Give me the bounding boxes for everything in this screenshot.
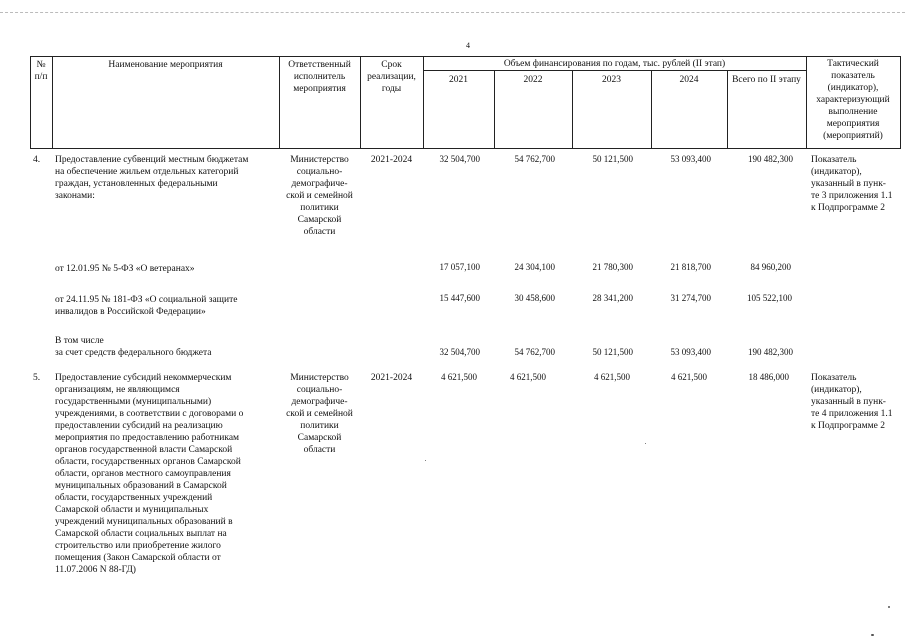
scan-speck [645,443,646,444]
row-5-name-line-5: предоставлении субсидий на реализацию [55,421,223,431]
row-4c-name-line-1: В том числе [55,336,104,346]
row-4-value-2021: 32 504,700 [439,154,480,164]
row-4b-value-2022: 30 458,600 [514,293,555,303]
row-5-name-line-6: мероприятия по предоставлению работникам [55,433,240,443]
row-5-executor-line-1: Министерство [290,373,349,383]
header-indicator-line-2: показатель [831,71,875,81]
header-year-2024: 2024 [679,75,699,85]
row-5-name-line-2: организациям, не являющимся [55,385,180,395]
row-4-executor-line-2: социально- [296,167,343,177]
row-5-name-line-13: учреждений муниципальных образований в [55,517,233,527]
row-5-indicator-line-3: указанный в пунк- [811,397,886,407]
header-indicator-line-1: Тактический [827,59,879,69]
row-5-value-2024: 4 621,500 [671,372,707,382]
row-4a-value-2021: 17 057,100 [439,262,480,272]
row-5-name-line-4: учреждениями, в соответствии с договорами о [55,409,244,419]
row-5-name-line-1: Предоставление субсидий некоммерческим [55,373,232,383]
row-4-indicator-line-1: Показатель [811,155,857,165]
row-4-name-line-3: граждан, установленных федеральными [55,179,218,189]
row-5-executor-line-5: политики [300,421,339,431]
row-5-executor-line-4: ской и семейной [286,409,353,419]
header-executor-line-2: исполнитель [293,72,346,82]
row-5-value-2021: 4 621,500 [441,372,477,382]
row-4-executor-line-7: области [303,227,336,237]
row-4-indicator-line-2: (индикатор), [811,167,862,177]
row-5-name-line-3: государственными (муниципальными) [55,397,212,407]
header-indicator-line-6: мероприятия [826,119,880,129]
row-4c-value-total: 190 482,300 [748,347,793,357]
header-year-2022: 2022 [523,75,543,85]
row-4-number: 4. [33,155,41,165]
row-4c-value-2024: 53 093,400 [670,347,711,357]
row-5-name-line-7: органов государственной власти Самарской [55,445,233,455]
row-5-name-line-12: Самарской области и муниципальных [55,505,209,515]
header-executor-line-3: мероприятия [293,84,346,94]
header-year-2023: 2023 [602,75,621,85]
header-year-2021: 2021 [449,75,468,85]
row-5-name-line-16: помещения (Закон Самарской области от [55,553,221,563]
row-4c-value-2023: 50 121,500 [592,347,633,357]
row-4-indicator-line-3: указанный в пунк- [811,179,886,189]
header-term-line-2: реализации, [367,72,416,82]
row-4c-value-2021: 32 504,700 [439,347,480,357]
row-5-indicator-line-4: те 4 приложения 1.1 [811,409,893,419]
row-4a-value-2024: 21 818,700 [670,262,711,272]
row-4-value-total: 190 482,300 [748,154,793,164]
row-4-value-2022: 54 762,700 [514,154,555,164]
row-5-name-line-15: строительство или приобретение жилого [55,541,221,551]
row-4-executor-line-1: Министерство [290,155,349,165]
row-5-executor-line-7: области [303,445,336,455]
header-indicator-line-4: характеризующий [816,95,890,105]
row-5-name-line-17: 11.07.2006 N 88-ГД) [55,565,136,575]
row-4c-name-line-2: за счет средств федерального бюджета [55,348,212,358]
scan-speck [888,606,890,608]
row-5-value-2023: 4 621,500 [594,372,630,382]
scan-speck [871,634,874,636]
row-5-indicator-line-2: (индикатор), [811,385,862,395]
row-5-name-line-9: области, органов местного самоуправления [55,469,231,479]
row-4b-value-2024: 31 274,700 [670,293,711,303]
scan-edge-line [0,12,905,13]
scan-speck [425,460,426,461]
row-5-name-line-8: области, государственных органов Самарской [55,457,241,467]
row-4b-name-line-1: от 24.11.95 № 181-ФЗ «О социальной защите [55,295,238,305]
row-4a-name: от 12.01.95 № 5-ФЗ «О ветеранах» [55,264,195,274]
row-4-indicator-line-5: к Подпрограмме 2 [811,203,885,213]
header-executor-line-1: Ответственный [288,60,351,70]
header-term-line-1: Срок [381,60,402,70]
header-funding-title: Объем финансирования по годам, тыс. рублей (II этап) [503,59,726,69]
row-5-value-2022: 4 621,500 [510,372,546,382]
row-5-name-line-10: муниципальных образований в Самарской [55,481,227,491]
row-4-executor-line-3: демографиче- [291,179,348,189]
header-num-line-2: п/п [34,72,48,82]
row-4-name-line-4: законами: [55,191,95,201]
row-4b-value-2023: 28 341,200 [592,293,633,303]
row-4c-value-2022: 54 762,700 [514,347,555,357]
row-4a-value-total: 84 960,200 [750,262,791,272]
row-5-indicator-line-5: к Подпрограмме 2 [811,421,885,431]
row-5-indicator-line-1: Показатель [811,373,857,383]
page-number: 4 [466,41,470,50]
row-4-indicator-line-4: те 3 приложения 1.1 [811,191,893,201]
header-total: Всего по II этапу [732,75,801,85]
header-indicator-line-7: (мероприятий) [823,131,883,141]
row-5-executor-line-2: социально- [296,385,343,395]
row-4-executor-line-4: ской и семейной [286,191,353,201]
row-4b-value-2021: 15 447,600 [439,293,480,303]
row-4-name-line-1: Предоставление субвенций местным бюджетам [55,155,249,165]
header-indicator-line-5: выполнение [828,107,878,117]
row-5-executor-line-6: Самарской [297,433,342,443]
row-5-name-line-14: Самарской области социальных выплат на [55,529,227,539]
header-indicator-line-3: (индикатор), [827,83,879,93]
row-4-executor-line-5: политики [300,203,339,213]
row-4b-value-total: 105 522,100 [747,293,792,303]
row-4a-value-2022: 24 304,100 [514,262,555,272]
row-5-executor-line-3: демографиче- [291,397,348,407]
header-term-line-3: годы [381,84,402,94]
row-4-executor-line-6: Самарской [297,215,342,225]
row-5-name-line-11: области, государственных учреждений [55,493,213,503]
row-4-term: 2021-2024 [370,155,413,165]
row-4-value-2024: 53 093,400 [670,154,711,164]
row-4b-name-line-2: инвалидов в Российской Федерации» [55,307,206,317]
row-4a-value-2023: 21 780,300 [592,262,633,272]
row-4-name-line-2: на обеспечение жильем отдельных категорий [55,167,239,177]
row-4-value-2023: 50 121,500 [592,154,633,164]
row-5-number: 5. [33,373,41,383]
header-num-line-1: № [36,60,46,70]
row-5-term: 2021-2024 [370,373,413,383]
header-name: Наименование мероприятия [108,60,223,70]
row-5-value-total: 18 486,000 [748,372,789,382]
